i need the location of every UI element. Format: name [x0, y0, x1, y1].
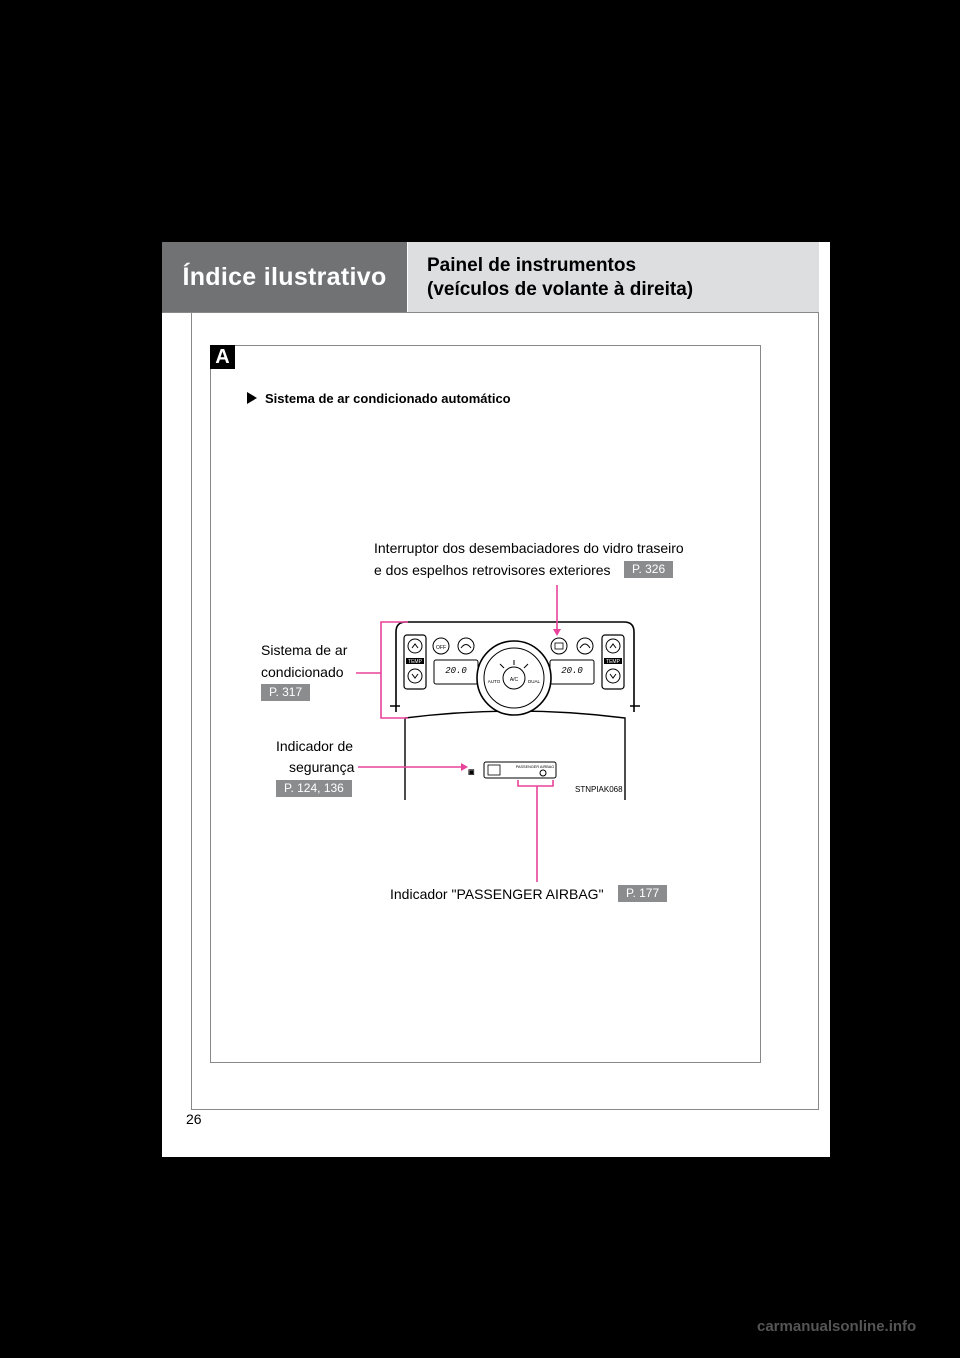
- air-conditioning-label-line2: condicionado: [261, 664, 344, 680]
- recirculation-icon: [580, 644, 590, 648]
- rear-defogger-label-line1: Interruptor dos desembaciadores do vidro traseiro: [374, 540, 684, 556]
- passenger-airbag-page-ref[interactable]: P. 177: [618, 885, 667, 902]
- air-conditioning-page-ref[interactable]: P. 317: [261, 684, 310, 701]
- seatbelt-indicator-label-line1: Indicador de: [276, 738, 354, 754]
- left-temp-label: TEMP: [408, 659, 422, 665]
- passenger-airbag-line: [518, 780, 553, 882]
- auto-label: AUTO: [487, 679, 501, 684]
- subsection-heading-text: Sistema de ar condicionado automático: [265, 391, 511, 406]
- page-title-line1: Painel de instrumentos: [427, 255, 637, 276]
- seatbelt-indicator-label-line2: segurança: [289, 759, 355, 775]
- seatbelt-indicator-icon: [488, 765, 500, 775]
- airbag-off-icon: [540, 770, 546, 776]
- image-code: STNPIAK068: [575, 785, 623, 794]
- chevron-down-icon: [610, 674, 616, 678]
- chevron-down-icon: [412, 674, 418, 678]
- section-title: Índice ilustrativo: [182, 262, 387, 291]
- rear-defogger-icon: [555, 643, 563, 649]
- recirculation-button: [577, 638, 593, 654]
- left-temp-down-button: [408, 669, 422, 683]
- front-defroster-button: [458, 638, 474, 654]
- rear-defogger-button: [551, 638, 567, 654]
- callout-lines: [356, 585, 557, 882]
- right-temp-label: TEMP: [606, 659, 620, 665]
- right-temp-readout: 20.0: [561, 666, 583, 676]
- ac-label: A/C: [509, 677, 519, 683]
- arrowhead-icon: [461, 763, 468, 771]
- page-title-line2: (veículos de volante à direita): [427, 279, 694, 300]
- air-conditioning-bracket: [356, 622, 408, 718]
- watermark: carmanualsonline.info: [757, 1318, 917, 1335]
- air-conditioning-label-line1: Sistema de ar: [261, 642, 348, 658]
- arrowhead-icon: [553, 629, 561, 636]
- chevron-up-icon: [610, 644, 616, 648]
- seatbelt-warning-icon: ▣: [468, 769, 475, 776]
- rear-defogger-page-ref[interactable]: P. 326: [624, 561, 673, 578]
- left-temp-readout: 20.0: [445, 666, 467, 676]
- left-temp-up-button: [408, 639, 422, 653]
- rear-defogger-label-line2: e dos espelhos retrovisores exteriores: [374, 562, 611, 578]
- defroster-icon: [461, 645, 471, 649]
- off-label: OFF: [436, 645, 446, 651]
- right-temp-up-button: [606, 639, 620, 653]
- page-number: 26: [186, 1111, 202, 1127]
- chevron-up-icon: [412, 644, 418, 648]
- airbag-label: PASSENGER AIRBAG: [515, 765, 555, 769]
- right-temp-down-button: [606, 669, 620, 683]
- seatbelt-indicator-page-ref[interactable]: P. 124, 136: [276, 780, 352, 797]
- dual-label: DUAL: [527, 679, 541, 684]
- section-badge: A: [210, 345, 235, 369]
- passenger-airbag-label: Indicador "PASSENGER AIRBAG": [390, 886, 604, 902]
